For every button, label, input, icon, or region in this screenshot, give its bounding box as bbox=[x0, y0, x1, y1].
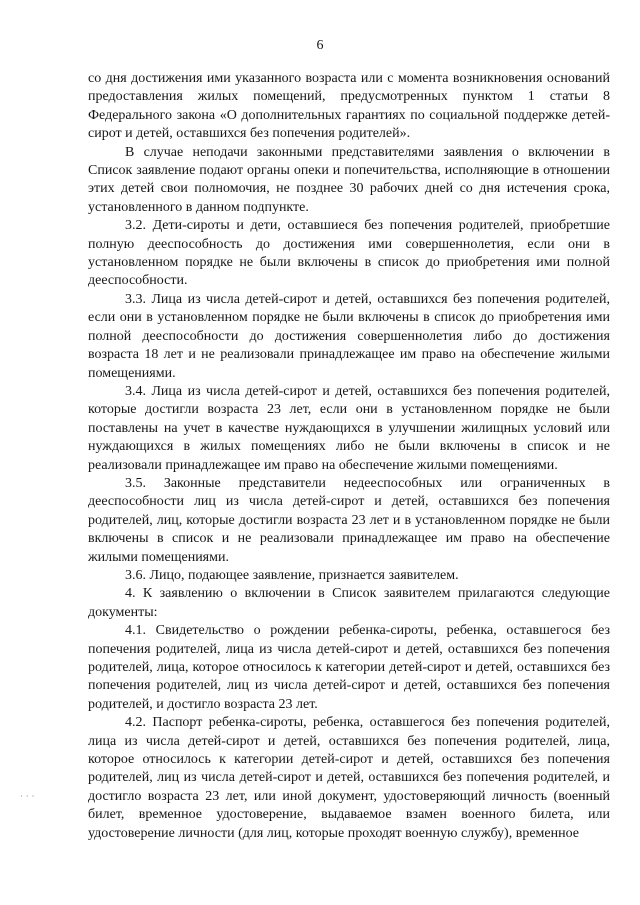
paragraph: В случае неподачи законными представителями заявления о включении в Список заявление подают органы опеки и попечительства, исполняющие в отношении этих детей свои полномочия, не позднее 30 рабочих дней со дня истечения срока, установленного в данном подпункте. bbox=[88, 144, 610, 215]
margin-mark: · · · bbox=[20, 792, 35, 802]
paragraph-3-3: 3.3. Лица из числа детей-сирот и детей, оставшихся без попечения родителей, если они в установленном порядке не были включены в список до приобретения ими полной дееспособности до достижения совершеннолетия либо до достижения возраста 18 лет и не реализовали принадлежащее им право на обеспечение жилыми помещениями. bbox=[88, 291, 610, 381]
paragraph-3-5: 3.5. Законные представители недееспособных или ограниченных в дееспособности лиц из числа детей-сирот и детей, оставшихся без попечения родителей, лиц, которые достигли возраста 23 лет и в установленном порядке не были включены в список и не реализовали принадлежащее им право на обеспечение жилыми помещениями. bbox=[88, 475, 610, 565]
paragraph-3-4: 3.4. Лица из числа детей-сирот и детей, оставшихся без попечения родителей, которые достигли возраста 23 лет, если они в установленном порядке не были поставлены на учет в качестве нуждающихся в улучшении жилищных условий или нуждающихся в жилых помещениях либо не были включены в список и не реализовали принадлежащее им право на обеспечение жилыми помещениями. bbox=[88, 383, 610, 473]
paragraph-3-2: 3.2. Дети-сироты и дети, оставшиеся без попечения родителей, приобретшие полную дееспособность до достижения ими совершеннолетия, если они в установленном порядке не были включены в список до приобретения ими полной дееспособности. bbox=[88, 218, 610, 289]
paragraph-3-6: 3.6. Лицо, подающее заявление, признается заявителем. bbox=[125, 567, 459, 583]
paragraph: со дня достижения ими указанного возраста или с момента возникновения оснований предоставления жилых помещений, предусмотренных пунктом 1 статьи 8 Федерального закона «О дополнительных гарантиях по социальной поддержке детей-сирот и детей, оставшихся без попечения родителей». bbox=[88, 71, 610, 142]
paragraph-4: 4. К заявлению о включении в Список заявителем прилагаются следующие документы: bbox=[88, 586, 610, 620]
paragraph-4-2: 4.2. Паспорт ребенка-сироты, ребенка, оставшегося без попечения родителей, лица из числа детей-сирот и детей, оставшихся без попечения родителей, лица, которое относилось к категории детей-сирот и детей, оставшихся без попечения родителей, лиц из числа детей-сирот и детей, оставшихся без попечения родителей, и достигло возраста 23 лет, или иной документ, удостоверяющий личность (военный билет, временное удостоверение, выдаваемое взамен военного билета, или удостоверение личности (для лиц, которые проходят военную службу), временное bbox=[88, 715, 610, 841]
document-body bbox=[88, 70, 610, 843]
paragraph-4-1: 4.1. Свидетельство о рождении ребенка-сироты, ребенка, оставшегося без попечения родителей, лица из числа детей-сирот и детей, оставшихся без попечения родителей, лица, которое относилось к категории детей-сирот и детей, оставшихся без попечения родителей, лиц из числа детей-сирот и детей, оставшихся без попечения родителей, и достигло возраста 23 лет. bbox=[88, 623, 610, 712]
page-number: 6 bbox=[316, 38, 324, 53]
